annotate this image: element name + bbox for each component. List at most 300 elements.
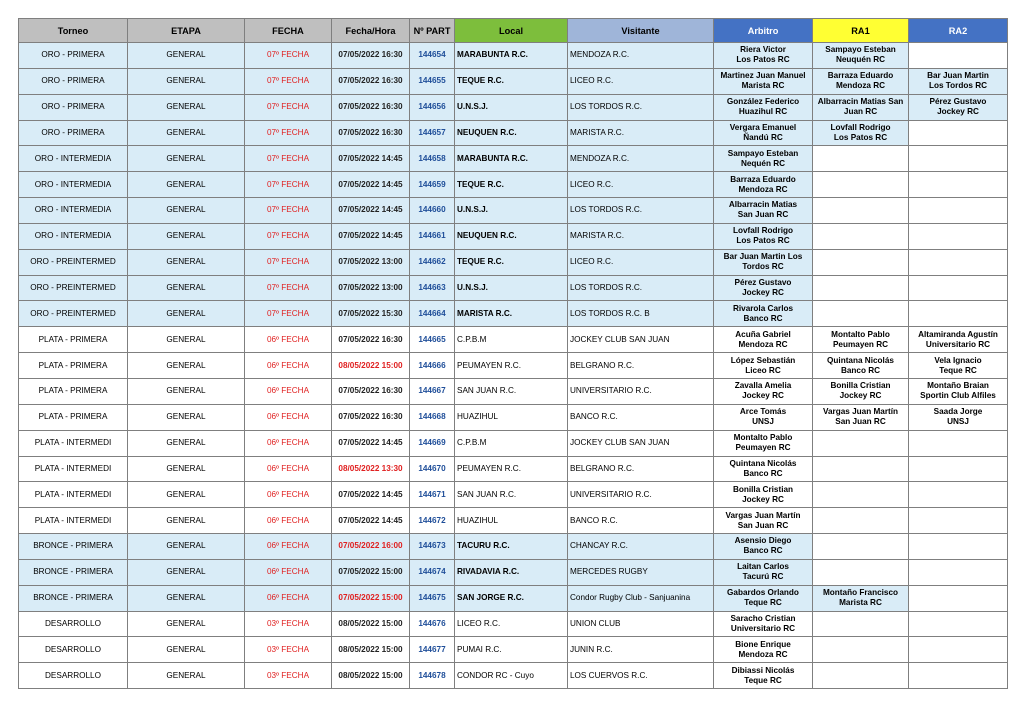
cell-ra2-club: Universitario RC	[925, 339, 991, 349]
cell-torneo: ORO - PRIMERA	[19, 94, 128, 120]
cell-local: PEUMAYEN R.C.	[455, 353, 568, 379]
cell-etapa: GENERAL	[128, 94, 245, 120]
cell-local: C.P.B.M	[455, 327, 568, 353]
cell-local: TEQUE R.C.	[455, 249, 568, 275]
cell-local: U.N.S.J.	[455, 275, 568, 301]
table-row	[19, 482, 1008, 508]
cell-arbitro-club: Los Patos RC	[736, 236, 790, 246]
cell-arbitro	[714, 68, 813, 94]
cell-ra2-name: Montaño Braian	[927, 381, 989, 391]
cell-ra2	[909, 275, 1008, 301]
cell-fecha: 07º FECHA	[245, 120, 332, 146]
cell-ra2	[909, 611, 1008, 637]
cell-arbitro-club: Banco RC	[743, 468, 783, 478]
cell-ra1	[813, 559, 909, 585]
cell-ra2-name: Vela Ignacio	[934, 355, 982, 365]
cell-etapa: GENERAL	[128, 275, 245, 301]
cell-fecha-hora: 07/05/2022 13:00	[332, 249, 410, 275]
cell-visitante: LOS TORDOS R.C.	[568, 94, 714, 120]
cell-fecha: 06º FECHA	[245, 404, 332, 430]
cell-fecha: 06º FECHA	[245, 585, 332, 611]
cell-arbitro-name: Laitan Carlos	[737, 562, 789, 572]
cell-local: C.P.B.M	[455, 430, 568, 456]
cell-n-part: 144666	[410, 353, 455, 379]
cell-torneo: PLATA - PRIMERA	[19, 353, 128, 379]
cell-fecha: 07º FECHA	[245, 249, 332, 275]
cell-fecha-hora: 07/05/2022 16:30	[332, 327, 410, 353]
cell-local: HUAZIHUL	[455, 404, 568, 430]
cell-arbitro	[714, 223, 813, 249]
cell-arbitro-name: Dibiassi Nicolás	[731, 665, 795, 675]
cell-ra1	[813, 301, 909, 327]
cell-local: MARISTA R.C.	[455, 301, 568, 327]
cell-visitante: MENDOZA R.C.	[568, 146, 714, 172]
cell-ra1	[813, 404, 909, 430]
cell-arbitro-club: Tacurú RC	[742, 572, 784, 582]
cell-ra2	[909, 68, 1008, 94]
cell-local: NEUQUEN R.C.	[455, 120, 568, 146]
cell-n-part: 144676	[410, 611, 455, 637]
cell-visitante: LOS TORDOS R.C.	[568, 275, 714, 301]
fixture-table	[18, 18, 1008, 689]
cell-fecha: 03º FECHA	[245, 663, 332, 689]
cell-visitante: Condor Rugby Club - Sanjuanina	[568, 585, 714, 611]
cell-arbitro-name: Asensio Diego	[734, 536, 792, 546]
cell-ra2	[909, 146, 1008, 172]
cell-fecha-hora: 07/05/2022 16:30	[332, 68, 410, 94]
cell-n-part: 144668	[410, 404, 455, 430]
cell-fecha-hora: 07/05/2022 16:30	[332, 94, 410, 120]
cell-local: PEUMAYEN R.C.	[455, 456, 568, 482]
cell-visitante: JOCKEY CLUB SAN JUAN	[568, 430, 714, 456]
cell-ra1-name: Lovfall Rodrigo	[830, 122, 891, 132]
table-row	[19, 508, 1008, 534]
table-row	[19, 249, 1008, 275]
cell-torneo: ORO - PRIMERA	[19, 43, 128, 69]
cell-etapa: GENERAL	[128, 482, 245, 508]
header-visitante: Visitante	[568, 19, 714, 43]
cell-visitante: LICEO R.C.	[568, 249, 714, 275]
cell-etapa: GENERAL	[128, 508, 245, 534]
cell-etapa: GENERAL	[128, 637, 245, 663]
cell-arbitro-club: Tordos RC	[742, 262, 784, 272]
cell-etapa: GENERAL	[128, 456, 245, 482]
cell-n-part: 144677	[410, 637, 455, 663]
cell-visitante: BANCO R.C.	[568, 508, 714, 534]
cell-fecha: 06º FECHA	[245, 559, 332, 585]
cell-arbitro-name: Lovfall Rodrigo	[732, 226, 794, 236]
cell-local: SAN JUAN R.C.	[455, 378, 568, 404]
cell-local: CONDOR RC - Cuyo	[455, 663, 568, 689]
cell-fecha: 07º FECHA	[245, 94, 332, 120]
table-row	[19, 534, 1008, 560]
cell-fecha-hora: 07/05/2022 14:45	[332, 508, 410, 534]
cell-fecha: 07º FECHA	[245, 146, 332, 172]
cell-visitante: MARISTA R.C.	[568, 120, 714, 146]
cell-local: LICEO R.C.	[455, 611, 568, 637]
cell-arbitro-name: Gabardos Orlando	[727, 588, 799, 598]
cell-torneo: DESARROLLO	[19, 663, 128, 689]
cell-fecha-hora: 08/05/2022 15:00	[332, 663, 410, 689]
cell-local: SAN JUAN R.C.	[455, 482, 568, 508]
cell-torneo: PLATA - INTERMEDI	[19, 508, 128, 534]
cell-n-part: 144673	[410, 534, 455, 560]
cell-arbitro	[714, 327, 813, 353]
cell-ra2	[909, 249, 1008, 275]
table-row	[19, 68, 1008, 94]
cell-local: RIVADAVIA R.C.	[455, 559, 568, 585]
cell-ra1	[813, 327, 909, 353]
cell-fecha: 06º FECHA	[245, 456, 332, 482]
table-row	[19, 637, 1008, 663]
cell-arbitro	[714, 456, 813, 482]
cell-ra1-club: Marista RC	[839, 598, 882, 608]
cell-n-part: 144658	[410, 146, 455, 172]
cell-ra1-name: Vargas Juan Martín	[822, 407, 899, 417]
cell-visitante: MERCEDES RUGBY	[568, 559, 714, 585]
cell-local: U.N.S.J.	[455, 198, 568, 224]
cell-ra2	[909, 198, 1008, 224]
cell-ra2	[909, 94, 1008, 120]
cell-local: MARABUNTA R.C.	[455, 146, 568, 172]
cell-ra1	[813, 249, 909, 275]
cell-ra1	[813, 508, 909, 534]
cell-arbitro-club: Mendoza RC	[738, 649, 788, 659]
cell-arbitro-club: Marista RC	[741, 81, 785, 91]
table-row	[19, 585, 1008, 611]
cell-arbitro	[714, 585, 813, 611]
cell-ra1-club: Neuquén RC	[835, 55, 886, 65]
cell-ra1-name: Montalto Pablo	[831, 329, 890, 339]
cell-torneo: PLATA - PRIMERA	[19, 404, 128, 430]
cell-visitante: JUNIN R.C.	[568, 637, 714, 663]
cell-ra1	[813, 275, 909, 301]
cell-ra1-name: Bonilla Cristian	[830, 381, 891, 391]
cell-fecha-hora: 07/05/2022 14:45	[332, 172, 410, 198]
cell-arbitro	[714, 172, 813, 198]
cell-arbitro-club: Teque RC	[744, 598, 782, 608]
cell-torneo: ORO - PREINTERMED	[19, 301, 128, 327]
cell-arbitro-club: Teque RC	[744, 675, 782, 685]
cell-etapa: GENERAL	[128, 249, 245, 275]
cell-etapa: GENERAL	[128, 120, 245, 146]
cell-n-part: 144661	[410, 223, 455, 249]
cell-fecha-hora: 07/05/2022 14:45	[332, 223, 410, 249]
cell-n-part: 144672	[410, 508, 455, 534]
cell-arbitro-name: Albarracin Matias	[728, 200, 798, 210]
cell-arbitro-name: Vergara Emanuel	[729, 122, 797, 132]
cell-fecha: 06º FECHA	[245, 353, 332, 379]
cell-fecha-hora: 07/05/2022 16:30	[332, 404, 410, 430]
cell-arbitro	[714, 534, 813, 560]
cell-n-part: 144678	[410, 663, 455, 689]
cell-arbitro	[714, 146, 813, 172]
cell-local: MARABUNTA R.C.	[455, 43, 568, 69]
cell-ra2	[909, 637, 1008, 663]
cell-ra2-name: Bar Juan Martin	[927, 71, 989, 81]
cell-etapa: GENERAL	[128, 611, 245, 637]
cell-ra2	[909, 378, 1008, 404]
cell-fecha: 06º FECHA	[245, 508, 332, 534]
cell-etapa: GENERAL	[128, 353, 245, 379]
cell-arbitro-club: Universitario RC	[730, 623, 796, 633]
cell-arbitro-club: Banco RC	[743, 313, 783, 323]
cell-visitante: BELGRANO R.C.	[568, 353, 714, 379]
table-row	[19, 223, 1008, 249]
table-row	[19, 353, 1008, 379]
table-row	[19, 275, 1008, 301]
cell-ra2	[909, 404, 1008, 430]
cell-ra1-club: Mendoza RC	[835, 81, 886, 91]
cell-visitante: UNIVERSITARIO R.C.	[568, 378, 714, 404]
cell-ra1	[813, 378, 909, 404]
cell-ra1-club: Jockey RC	[839, 391, 882, 401]
cell-torneo: BRONCE - PRIMERA	[19, 534, 128, 560]
cell-torneo: ORO - PRIMERA	[19, 68, 128, 94]
cell-n-part: 144669	[410, 430, 455, 456]
cell-n-part: 144657	[410, 120, 455, 146]
cell-arbitro	[714, 275, 813, 301]
cell-etapa: GENERAL	[128, 404, 245, 430]
table-row	[19, 94, 1008, 120]
cell-n-part: 144671	[410, 482, 455, 508]
header-ra1: RA1	[813, 19, 909, 43]
cell-fecha-hora: 07/05/2022 16:30	[332, 378, 410, 404]
cell-etapa: GENERAL	[128, 559, 245, 585]
cell-ra1	[813, 43, 909, 69]
cell-etapa: GENERAL	[128, 534, 245, 560]
cell-arbitro-club: Banco RC	[743, 546, 783, 556]
table-row	[19, 663, 1008, 689]
cell-arbitro	[714, 301, 813, 327]
cell-n-part: 144667	[410, 378, 455, 404]
cell-arbitro-club: Nequén RC	[740, 158, 786, 168]
cell-arbitro	[714, 120, 813, 146]
cell-visitante: LOS TORDOS R.C.	[568, 198, 714, 224]
cell-local: PUMAI R.C.	[455, 637, 568, 663]
cell-n-part: 144659	[410, 172, 455, 198]
cell-etapa: GENERAL	[128, 327, 245, 353]
cell-arbitro-name: Vargas Juan Martín	[725, 510, 801, 520]
cell-torneo: ORO - INTERMEDIA	[19, 223, 128, 249]
cell-ra1-name: Quintana Nicolás	[827, 355, 894, 365]
cell-fecha: 03º FECHA	[245, 611, 332, 637]
cell-fecha-hora: 07/05/2022 14:45	[332, 146, 410, 172]
cell-arbitro	[714, 663, 813, 689]
cell-arbitro-name: Montalto Pablo	[733, 433, 793, 443]
cell-n-part: 144656	[410, 94, 455, 120]
cell-arbitro-club: Ñandú RC	[743, 132, 783, 142]
cell-fecha-hora: 08/05/2022 15:00	[332, 611, 410, 637]
table-row	[19, 301, 1008, 327]
cell-ra1-club: Los Patos RC	[833, 132, 888, 142]
table-row	[19, 43, 1008, 69]
cell-etapa: GENERAL	[128, 43, 245, 69]
cell-visitante: MARISTA R.C.	[568, 223, 714, 249]
cell-ra1	[813, 353, 909, 379]
cell-arbitro-name: Saracho Cristian	[730, 613, 796, 623]
table-row	[19, 430, 1008, 456]
cell-ra2	[909, 43, 1008, 69]
cell-visitante: BANCO R.C.	[568, 404, 714, 430]
cell-arbitro-name: González Federico	[726, 97, 800, 107]
cell-ra2	[909, 120, 1008, 146]
cell-arbitro-club: Liceo RC	[745, 365, 781, 375]
cell-arbitro	[714, 94, 813, 120]
cell-arbitro	[714, 430, 813, 456]
table-row	[19, 611, 1008, 637]
cell-fecha: 06º FECHA	[245, 378, 332, 404]
cell-ra1-club: Banco RC	[840, 365, 881, 375]
header-fecha-hora: Fecha/Hora	[332, 19, 410, 43]
cell-arbitro-name: Sampayo Esteban	[727, 148, 799, 158]
cell-visitante: CHANCAY R.C.	[568, 534, 714, 560]
table-body	[19, 43, 1008, 689]
header-n-part: Nº PART	[410, 19, 455, 43]
cell-fecha-hora: 07/05/2022 14:45	[332, 482, 410, 508]
cell-ra2-name: Altamiranda Agustín	[918, 329, 998, 339]
cell-torneo: ORO - INTERMEDIA	[19, 198, 128, 224]
cell-ra2-club: UNSJ	[947, 417, 969, 427]
cell-arbitro	[714, 249, 813, 275]
cell-ra1-name: Barraza Eduardo	[827, 71, 894, 81]
cell-fecha-hora: 07/05/2022 15:30	[332, 301, 410, 327]
cell-n-part: 144674	[410, 559, 455, 585]
cell-n-part: 144663	[410, 275, 455, 301]
cell-ra2	[909, 327, 1008, 353]
cell-ra2	[909, 301, 1008, 327]
cell-fecha: 06º FECHA	[245, 430, 332, 456]
cell-fecha: 07º FECHA	[245, 275, 332, 301]
cell-arbitro-club: Peumayen RC	[735, 443, 791, 453]
cell-local: NEUQUEN R.C.	[455, 223, 568, 249]
cell-arbitro-name: Quintana Nicolás	[729, 458, 797, 468]
cell-torneo: ORO - PREINTERMED	[19, 249, 128, 275]
cell-local: HUAZIHUL	[455, 508, 568, 534]
cell-fecha-hora: 08/05/2022 15:00	[332, 637, 410, 663]
cell-n-part: 144665	[410, 327, 455, 353]
cell-ra1	[813, 120, 909, 146]
header-row	[19, 19, 1008, 43]
cell-etapa: GENERAL	[128, 430, 245, 456]
cell-etapa: GENERAL	[128, 68, 245, 94]
cell-torneo: ORO - PRIMERA	[19, 120, 128, 146]
cell-torneo: PLATA - PRIMERA	[19, 327, 128, 353]
cell-visitante: LOS CUERVOS R.C.	[568, 663, 714, 689]
cell-arbitro	[714, 482, 813, 508]
cell-etapa: GENERAL	[128, 172, 245, 198]
cell-fecha: 07º FECHA	[245, 223, 332, 249]
cell-fecha-hora: 07/05/2022 13:00	[332, 275, 410, 301]
cell-torneo: DESARROLLO	[19, 611, 128, 637]
header-arbitro: Arbitro	[714, 19, 813, 43]
cell-ra2	[909, 430, 1008, 456]
cell-ra2	[909, 456, 1008, 482]
cell-ra1-name: Montaño Francisco	[822, 588, 899, 598]
cell-ra1-name: Albarracin Matias San	[817, 97, 904, 107]
table-row	[19, 146, 1008, 172]
cell-ra2	[909, 223, 1008, 249]
cell-visitante: BELGRANO R.C.	[568, 456, 714, 482]
cell-etapa: GENERAL	[128, 301, 245, 327]
cell-ra2	[909, 172, 1008, 198]
cell-arbitro-club: Huazihul RC	[738, 107, 788, 117]
cell-n-part: 144660	[410, 198, 455, 224]
cell-visitante: LICEO R.C.	[568, 172, 714, 198]
cell-etapa: GENERAL	[128, 585, 245, 611]
cell-n-part: 144664	[410, 301, 455, 327]
cell-fecha-hora: 07/05/2022 14:45	[332, 430, 410, 456]
cell-visitante: UNION CLUB	[568, 611, 714, 637]
cell-arbitro-name: Bione Enrique	[735, 639, 791, 649]
cell-ra2-name: Saada Jorge	[933, 407, 983, 417]
cell-arbitro-name: Rivarola Carlos	[732, 303, 794, 313]
cell-visitante: UNIVERSITARIO R.C.	[568, 482, 714, 508]
cell-arbitro	[714, 378, 813, 404]
table-row	[19, 378, 1008, 404]
cell-ra1-club: Juan RC	[843, 107, 878, 117]
cell-ra1	[813, 534, 909, 560]
cell-fecha: 03º FECHA	[245, 637, 332, 663]
cell-torneo: PLATA - INTERMEDI	[19, 430, 128, 456]
cell-torneo: ORO - INTERMEDIA	[19, 172, 128, 198]
cell-ra2	[909, 508, 1008, 534]
cell-arbitro-name: Martinez Juan Manuel	[720, 71, 806, 81]
header-fecha: FECHA	[245, 19, 332, 43]
cell-fecha-hora: 07/05/2022 16:30	[332, 43, 410, 69]
cell-fecha: 06º FECHA	[245, 327, 332, 353]
cell-arbitro-club: Mendoza RC	[738, 184, 788, 194]
cell-local: TEQUE R.C.	[455, 172, 568, 198]
cell-fecha: 07º FECHA	[245, 43, 332, 69]
cell-ra1	[813, 68, 909, 94]
cell-arbitro	[714, 611, 813, 637]
cell-ra1	[813, 172, 909, 198]
cell-etapa: GENERAL	[128, 378, 245, 404]
cell-ra2-name: Pérez Gustavo	[929, 97, 987, 107]
cell-arbitro-club: Mendoza RC	[738, 339, 788, 349]
table-row	[19, 559, 1008, 585]
cell-fecha: 07º FECHA	[245, 172, 332, 198]
header-ra2: RA2	[909, 19, 1008, 43]
cell-n-part: 144670	[410, 456, 455, 482]
cell-ra2-club: Jockey RC	[937, 107, 979, 117]
cell-arbitro-club: UNSJ	[752, 417, 774, 427]
cell-ra2	[909, 559, 1008, 585]
cell-ra1	[813, 482, 909, 508]
cell-arbitro	[714, 43, 813, 69]
cell-arbitro	[714, 508, 813, 534]
cell-fecha-hora: 07/05/2022 14:45	[332, 198, 410, 224]
cell-ra1	[813, 663, 909, 689]
cell-arbitro	[714, 637, 813, 663]
cell-arbitro	[714, 353, 813, 379]
cell-fecha: 07º FECHA	[245, 68, 332, 94]
cell-torneo: PLATA - INTERMEDI	[19, 456, 128, 482]
cell-ra1	[813, 456, 909, 482]
cell-fecha-hora: 07/05/2022 16:30	[332, 120, 410, 146]
cell-arbitro-club: Jockey RC	[742, 391, 784, 401]
cell-ra1	[813, 94, 909, 120]
cell-ra1	[813, 198, 909, 224]
cell-local: TACURU R.C.	[455, 534, 568, 560]
cell-ra2-club: Teque RC	[939, 365, 977, 375]
cell-fecha-hora: 07/05/2022 16:00	[332, 534, 410, 560]
cell-torneo: PLATA - INTERMEDI	[19, 482, 128, 508]
cell-ra1-name: Sampayo Esteban	[825, 45, 896, 55]
cell-torneo: BRONCE - PRIMERA	[19, 559, 128, 585]
cell-arbitro-name: Bonilla Cristian	[732, 484, 794, 494]
